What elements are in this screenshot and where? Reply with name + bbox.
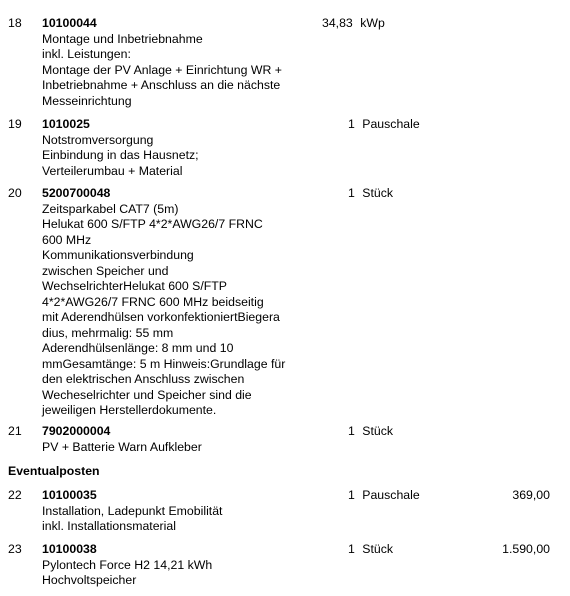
article-number: 7902000004 [42,424,111,438]
position-description [42,16,322,109]
quantity-unit: Pauschale [362,488,420,502]
description-line: Installation, Ladepunkt Emobilität [42,503,223,518]
description-line: WechselrichterHelukat 600 S/FTP [42,279,227,293]
description-line: Notstromversorgung [42,132,154,147]
quantity-unit: Pauschale [362,117,420,131]
description-line: dius, mehrmalig: 55 mm [42,325,174,340]
description-line: 4*2*AWG26/7 FRNC 600 MHz beidseitig [42,294,264,309]
description-line: inkl. Leistungen: [42,47,131,61]
position-description [42,542,322,589]
description-line: 600 MHz [42,232,92,247]
quantity [348,488,420,502]
quantity-unit: Stück [362,424,394,438]
quantity-value: 1 [348,488,355,502]
description-line: Montage und Inbetriebnahme [42,31,203,46]
quantity-value: 1 [348,117,355,131]
description-line: mmGesamtänge: 5 m Hinweis:Grundlage für [42,356,286,371]
description-line: Inbetriebnahme + Anschluss an die nächste [42,78,281,92]
quantity [348,424,393,438]
description-line: Verteilerumbau + Material [42,163,183,178]
position-number: 21 [8,424,22,438]
position-price: 1.590,00 [502,542,550,556]
position-price: 369,00 [512,488,550,502]
description-line: den elektrischen Anschluss zwischen [42,372,245,386]
description-line: Einbindung in das Hausnetz; [42,148,199,162]
quantity [322,16,385,30]
position-number: 22 [8,488,22,502]
description-line: Hochvoltspeicher [42,573,137,587]
description-line: Zeitsparkabel CAT7 (5m) [42,201,179,216]
quantity-value: 1 [348,542,355,556]
quantity-value: 1 [348,424,355,438]
position-description [42,424,322,455]
description-line: Pylontech Force H2 14,21 kWh [42,557,213,572]
quantity-unit: Stück [362,542,394,556]
section-title: Eventualposten [8,464,100,478]
description-line: Kommunikationsverbindung [42,248,194,262]
description-line: Aderendhülsenlänge: 8 mm und 10 [42,341,234,355]
position-description [42,488,322,535]
description-line: mit Aderendhülsen vorkonfektioniertBiegera [42,310,280,324]
quantity [348,542,393,556]
article-number: 10100038 [42,542,97,556]
description-line: Messeinrichtung [42,93,132,108]
description-line: Wecheselrichter und Speicher sind die [42,387,252,402]
quantity [348,117,420,131]
position-description [42,117,322,179]
description-line: Helukat 600 S/FTP 4*2*AWG26/7 FRNC [42,217,263,231]
quantity-value: 34,83 [322,16,353,30]
description-line: Montage der PV Anlage + Einrichtung WR + [42,62,282,77]
position-number: 18 [8,16,22,30]
quantity-unit: kWp [360,16,385,30]
description-line: PV + Batterie Warn Aufkleber [42,439,202,454]
position-number: 19 [8,117,22,131]
position-number: 23 [8,542,22,556]
article-number: 1010025 [42,117,90,131]
position-description [42,186,322,419]
article-number: 5200700048 [42,186,111,200]
article-number: 10100044 [42,16,97,30]
description-line: jeweiligen Herstellerdokumente. [42,403,217,417]
position-number: 20 [8,186,22,200]
quantity-value: 1 [348,186,355,200]
description-line: inkl. Installationsmaterial [42,519,176,533]
article-number: 10100035 [42,488,97,502]
description-line: zwischen Speicher und [42,263,169,278]
quantity-unit: Stück [362,186,394,200]
quantity [348,186,393,200]
